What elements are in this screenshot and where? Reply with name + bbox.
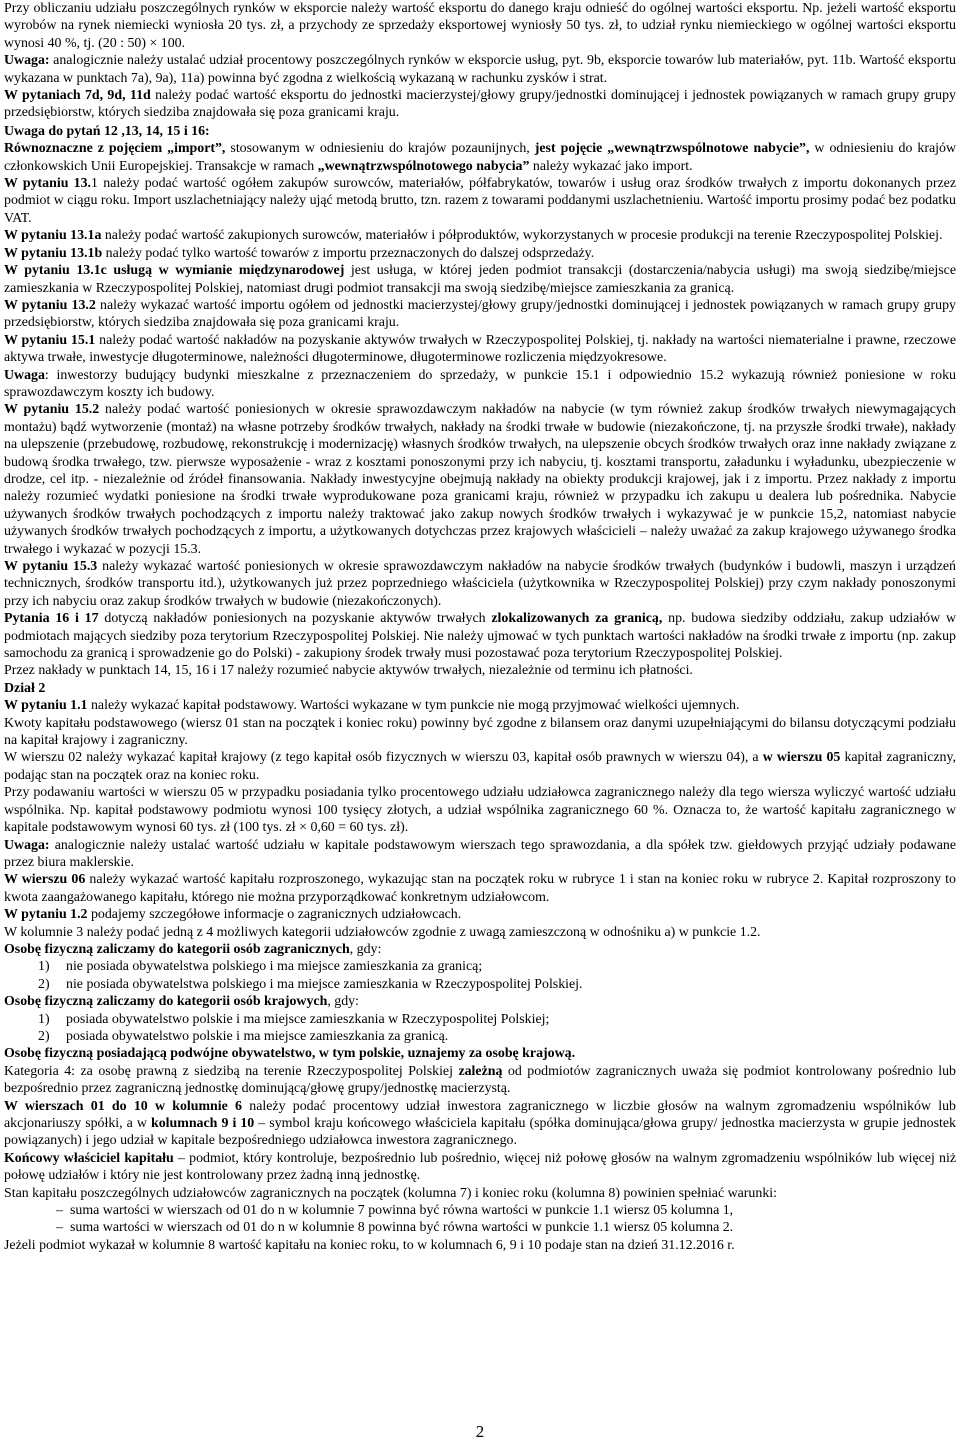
paragraph-questions-7d-9d-11d: W pytaniach 7d, 9d, 11d należy podać wartość eksportu do jednostki macierzystej/głowy grupy/jednostki dominującej i jednostek powiązanych w ramach grupy grupy przedsiębiorstw, których siedziba znajdowała się poza granicami kraju.: [4, 88, 956, 121]
paragraph-row-06: W wierszu 06 należy wykazać wartość kapitału rozproszonego, wykazując stan na początek roku w rubryce 1 i stan na koniec roku w rubryce 2. Kapitał rozproszony to kwota zaangażowanego kapitału, którego nie można przyporządkować konkretnym udziałowcom.: [4, 872, 956, 905]
paragraph-ultimate-owner: Końcowy właściciel kapitału – podmiot, który kontroluje, bezpośrednio lub pośrednio, więcej niż połowę głosów na walnym zgromadzeniu wspólników lub więcej niż połowę udziałów i który nie jest kontrolowany przez żadną inną jednostkę.: [4, 1150, 957, 1184]
page-number: 2: [475, 1421, 485, 1440]
paragraph-domestic-persons: Osobę fizyczną zaliczamy do kategorii osób krajowych, gdy:: [4, 994, 359, 1010]
list-item: – suma wartości w wierszach od 01 do n w kolumnie 8 powinna być równa wartości w punkcie 1.1 wiersz 05 kolumna 2.: [56, 1220, 734, 1236]
paragraph-question-13-2: W pytaniu 13.2 należy wykazać wartość importu ogółem od jednostki macierzystej/głowy grupy/jednostki dominującej i jednostek powiązanych w ramach grupy grupy przedsiębiorstw, których siedziba znajdowała się poza granicami kraju.: [4, 297, 956, 331]
list-item: 2) nie posiada obywatelstwa polskiego i ma miejsce zamieszkania w Rzeczypospolitej Polskiej.: [38, 976, 583, 992]
paragraph-share-capital-amounts: Kwoty kapitału podstawowego (wiersz 01 stan na początek i koniec roku) powinny być zgodne z bilansem oraz danymi uzupełniającymi do bilansu dotyczącymi podziału na kapitał krajowy i zagraniczny.: [4, 715, 956, 749]
list-foreign-persons: [4, 958, 956, 993]
paragraph-question-1-1: W pytaniu 1.1 należy wykazać kapitał podstawowy. Wartości wykazane w tym punkcie nie mogą przyjmować wielkości ujemnych.: [4, 698, 740, 714]
paragraph-question-13-1a: W pytaniu 13.1a należy podać wartość zakupionych surowców, materiałów i półproduktów, wykorzystanych w procesie produkcji na terenie Rzeczypospolitej Polskiej.: [4, 228, 943, 244]
paragraph-questions-16-17: Pytania 16 i 17 dotyczą nakładów poniesionych na pozyskanie aktywów trwałych zlokalizowanych za granicą, np. budowa siedziby oddziału, zakup udziałów w podmiotach mających siedziby poza terytorium Rzeczypospolitej Polskiej. Nie należy ujmować w tych punktach wartości nakładów na środki trwałe z importu (np. zakup samochodu za granicą i sprowadzenie go do Polski) - zakupiony środek trwały musi pozostawać poza terytorium Rzeczypospolitej Polskiej.: [4, 611, 956, 662]
paragraph-note-investors: Uwaga: inwestorzy budujący budynki mieszkalne z przeznaczeniem do sprzedaży, w punkcie 15.1 i odpowiednio 15.2 wykazują również poniesione w roku sprawozdawczym koszty ich budowy.: [4, 367, 956, 400]
paragraph-question-1-2: W pytaniu 1.2 podajemy szczegółowe informacje o zagranicznych udziałowcach.: [4, 907, 462, 923]
list-item: 1) nie posiada obywatelstwa polskiego i ma miejsce zamieszkania za granicą;: [38, 959, 483, 975]
paragraph-question-15-1: W pytaniu 15.1 należy podać wartość nakładów na pozyskanie aktywów trwałych w Rzeczypospolitej Polskiej, tj. nakłady na wartości niematerialne i prawne, rzeczowe aktywa trwałe, inwestycje długoterminowe, należności długoterminowe, długoterminowe rozliczenia międzyokresowe.: [4, 332, 956, 366]
paragraph-capital-conditions: Stan kapitału poszczególnych udziałowców zagranicznych na początek (kolumna 7) i koniec roku (kolumna 8) powinien spełniać warunki:: [4, 1185, 777, 1201]
paragraph-foreign-persons: Osobę fizyczną zaliczamy do kategorii osób zagranicznych, gdy:: [4, 941, 382, 957]
paragraph-question-13-1: W pytaniu 13.1 należy podać wartość ogółem zakupów surowców, materiałów, półfabrykatów, towarów i usług oraz środków trwałych z importu dokonanych przez podmiot w ciągu roku. Import uszlachetniający należy ująć metodą brutto, tzn. razem z towarami poddanymi uszlachetnieniu. Wartość importu prosimy podać bez podatku VAT.: [4, 176, 956, 226]
paragraph-export-share: Przy obliczaniu udziału poszczególnych rynków w eksporcie należy wartość eksportu do danego kraju odnieść do ogólnej wartości eksportu. Np. jeżeli wartość eksportu wyrobów na rynek niemiecki wyniosła 20 tys. zł, a przychody ze sprzedaży eksportowej wyniosły 50 tys. zł, to udział rynku niemieckiego w ogólnej wartości eksportu wynosi 40 %, tj. (20 : 50) × 100.: [4, 1, 956, 51]
paragraph-question-13-1b: W pytaniu 13.1b należy podać tylko wartość towarów z importu przeznaczonych do dalszej odsprzedaży.: [4, 245, 595, 261]
list-item: 1) posiada obywatelstwo polskie i ma miejsce zamieszkania w Rzeczypospolitej Polskiej;: [38, 1011, 550, 1027]
paragraph-category-4: Kategoria 4: za osobę prawną z siedzibą na terenie Rzeczypospolitej Polskiej zależną od podmiotów zagranicznych uważa się podmiot kontrolowany pośrednio lub bezpośrednio przez zagraniczną jednostkę dominującą/głowę grupy/jednostkę macierzystą.: [4, 1063, 956, 1097]
paragraph-note-services: Uwaga: analogicznie należy ustalać udział procentowy poszczególnych rynków w eksporcie usług, pyt. 9b, eksporcie towarów lub materiałów, pyt. 11b. Wartość eksportu wykazana w punktach 7a), 9a), 11a) powinna być zgodna z wielkością wykazaną w rachunku zysków i strat.: [4, 53, 956, 86]
paragraph-dual-citizenship: Osobę fizyczną posiadającą podwójne obywatelstwo, w tym polskie, uznajemy za osobę krajową.: [4, 1046, 576, 1062]
paragraph-outlays-definition: Przez nakłady w punktach 14, 15, 16 i 17 należy rozumieć nabycie aktywów trwałych, niezależnie od terminu ich płatności.: [4, 663, 693, 679]
paragraph-row-05-example: Przy podawaniu wartości w wierszu 05 w przypadku posiadania tylko procentowego udziału udziałowca zagranicznego należy dla tego wiersza wyliczyć wartość udziału wspólnika. Np. kapitał podstawowy podmiotu wynosi 100 tysięcy złotych, a udział wspólnika zagranicznego 60 %. Oznacza to, że wartość kapitału zagranicznego w kapitale podstawowym wynosi 60 tys. zł (100 tys. zł × 0,60 = 60 tys. zł).: [4, 785, 956, 836]
list-item: – suma wartości w wierszach od 01 do n w kolumnie 7 powinna być równa wartości w punkcie 1.1 wiersz 05 kolumna 1,: [56, 1203, 734, 1219]
paragraph-question-15-2: W pytaniu 15.2 należy podać wartość poniesionych w okresie sprawozdawczym nakładów na nabycie (w tym również zakup środków trwałych niewymagających montażu) bądź wytworzenie (montaż) na własne potrzeby środków trwałych, nakłady na środki trwałe w budowie (niezakończone, tj. na przyszłe środki trwałe), nakłady na ulepszenie (przebudowę, rozbudowę, rekonstrukcję i modernizację) własnych środków trwałych, na ulepszenie obcych środków trwałych oraz inne nakłady związane z budową środka trwałego, tzw. pierwsze wyposażenie - wraz z kosztami ponoszonymi przy ich nabyciu, tj. kosztami transportu, załadunku i wyładunku, ubezpieczenie w drodze, cel itp. - niezależnie od źródeł finansowania. Nakłady inwestycyjne obejmują nakłady na obiekty produkcji krajowej, jak i z importu. Przez nakłady z importu należy rozumieć wydatki poniesione na środki trwałe wyprodukowane poza granicami kraju, również w przypadku ich zakupu u dealera lub pośrednika. Nabycie używanych środków trwałych pochodzących z importu należy traktować jako zakup nowych środków trwałych i wykazywać je w punkcie 15,2, natomiast nabycie używanych środków trwałych pochodzących z importu, a użytkowanych dotychczas przez krajowych właścicieli – należy uważać za zakup krajowego używanego środka trwałego i wykazać w pozycji 15.3.: [4, 402, 956, 557]
list-domestic-persons: [4, 1011, 956, 1046]
paragraph-row-02: W wierszu 02 należy wykazać kapitał krajowy (z tego kapitał osób fizycznych w wierszu 03, kapitał osób prawnych w wierszu 04), a w wierszu 05 kapitał zagraniczny, podając stan na początek oraz na koniec roku.: [4, 750, 956, 783]
paragraph-import-definition: Równoznaczne z pojęciem „import”, stosowanym w odniesieniu do krajów pozaunijnych, jest pojęcie „wewnątrzwspólnotowe nabycie”, w odniesieniu do krajów członkowskich Unii Europejskiej. Transakcje w ramach „wewnątrzwspólnotowego nabycia” należy wykazać jako import.: [4, 141, 956, 174]
paragraph-question-15-3: W pytaniu 15.3 należy wykazać wartość poniesionych w okresie sprawozdawczym nakładów na nabycie środków trwałych (budynków i budowli, maszyn i urządzeń technicznych, środków transportu itd.), użytkowanych już przez poprzedniego właściciela (użytkownika w Rzeczypospolitej Polskiej) przy czym nakłady ponoszonymi przy ich nabyciu oraz zakup środków trwałych w budowie (niezakończonych).: [4, 559, 956, 609]
section-heading-dzial-2: Dział 2: [4, 680, 46, 696]
paragraph-note-12-16-heading: Uwaga do pytań 12 ,13, 14, 15 i 16:: [4, 123, 210, 139]
list-conditions: [4, 1202, 956, 1237]
list-item: 2) posiada obywatelstwo polskie i ma miejsce zamieszkania za granicą.: [38, 1028, 449, 1044]
paragraph-rows-01-10: W wierszach 01 do 10 w kolumnie 6 należy podać procentowy udział inwestora zagranicznego w liczbie głosów na walnym zgromadzeniu wspólników lub akcjonariuszy spółki, a w kolumnach 9 i 10 – symbol kraju końcowego właściciela kapitału (spółka dominująca/głowa grupy/ jednostka macierzysta w grupie jednostek powiązanych) i jego udział w kapitale bezpośredniego udziałowca inwestora zagranicznego.: [4, 1098, 956, 1149]
paragraph-year-end-state: Jeżeli podmiot wykazał w kolumnie 8 wartość kapitału na koniec roku, to w kolumnach 6, 9 i 10 podaje stan na dzień 31.12.2016 r.: [4, 1237, 735, 1253]
paragraph-note-share-value: Uwaga: analogicznie należy ustalać wartość udziału w kapitale podstawowym wierszach tego sprawozdania, a dla spółek tzw. giełdowych przyjąć udziały podawane przez biura maklerskie.: [4, 837, 956, 870]
paragraph-question-13-1c: W pytaniu 13.1c usługą w wymianie międzynarodowej jest usługa, w której jeden podmiot transakcji (dostarczenia/nabycia usługi) ma swoją siedzibę/miejsce zamieszkania w Rzeczypospolitej Polskiej, natomiast drugi podmiot transakcji ma swoją siedzibę/miejsce zamieszkania za granicą.: [4, 263, 956, 296]
paragraph-column-3: W kolumnie 3 należy podać jedną z 4 możliwych kategorii udziałowców zgodnie z uwagą zamieszczoną w odnośniku a) w punkcie 1.2.: [4, 924, 761, 940]
